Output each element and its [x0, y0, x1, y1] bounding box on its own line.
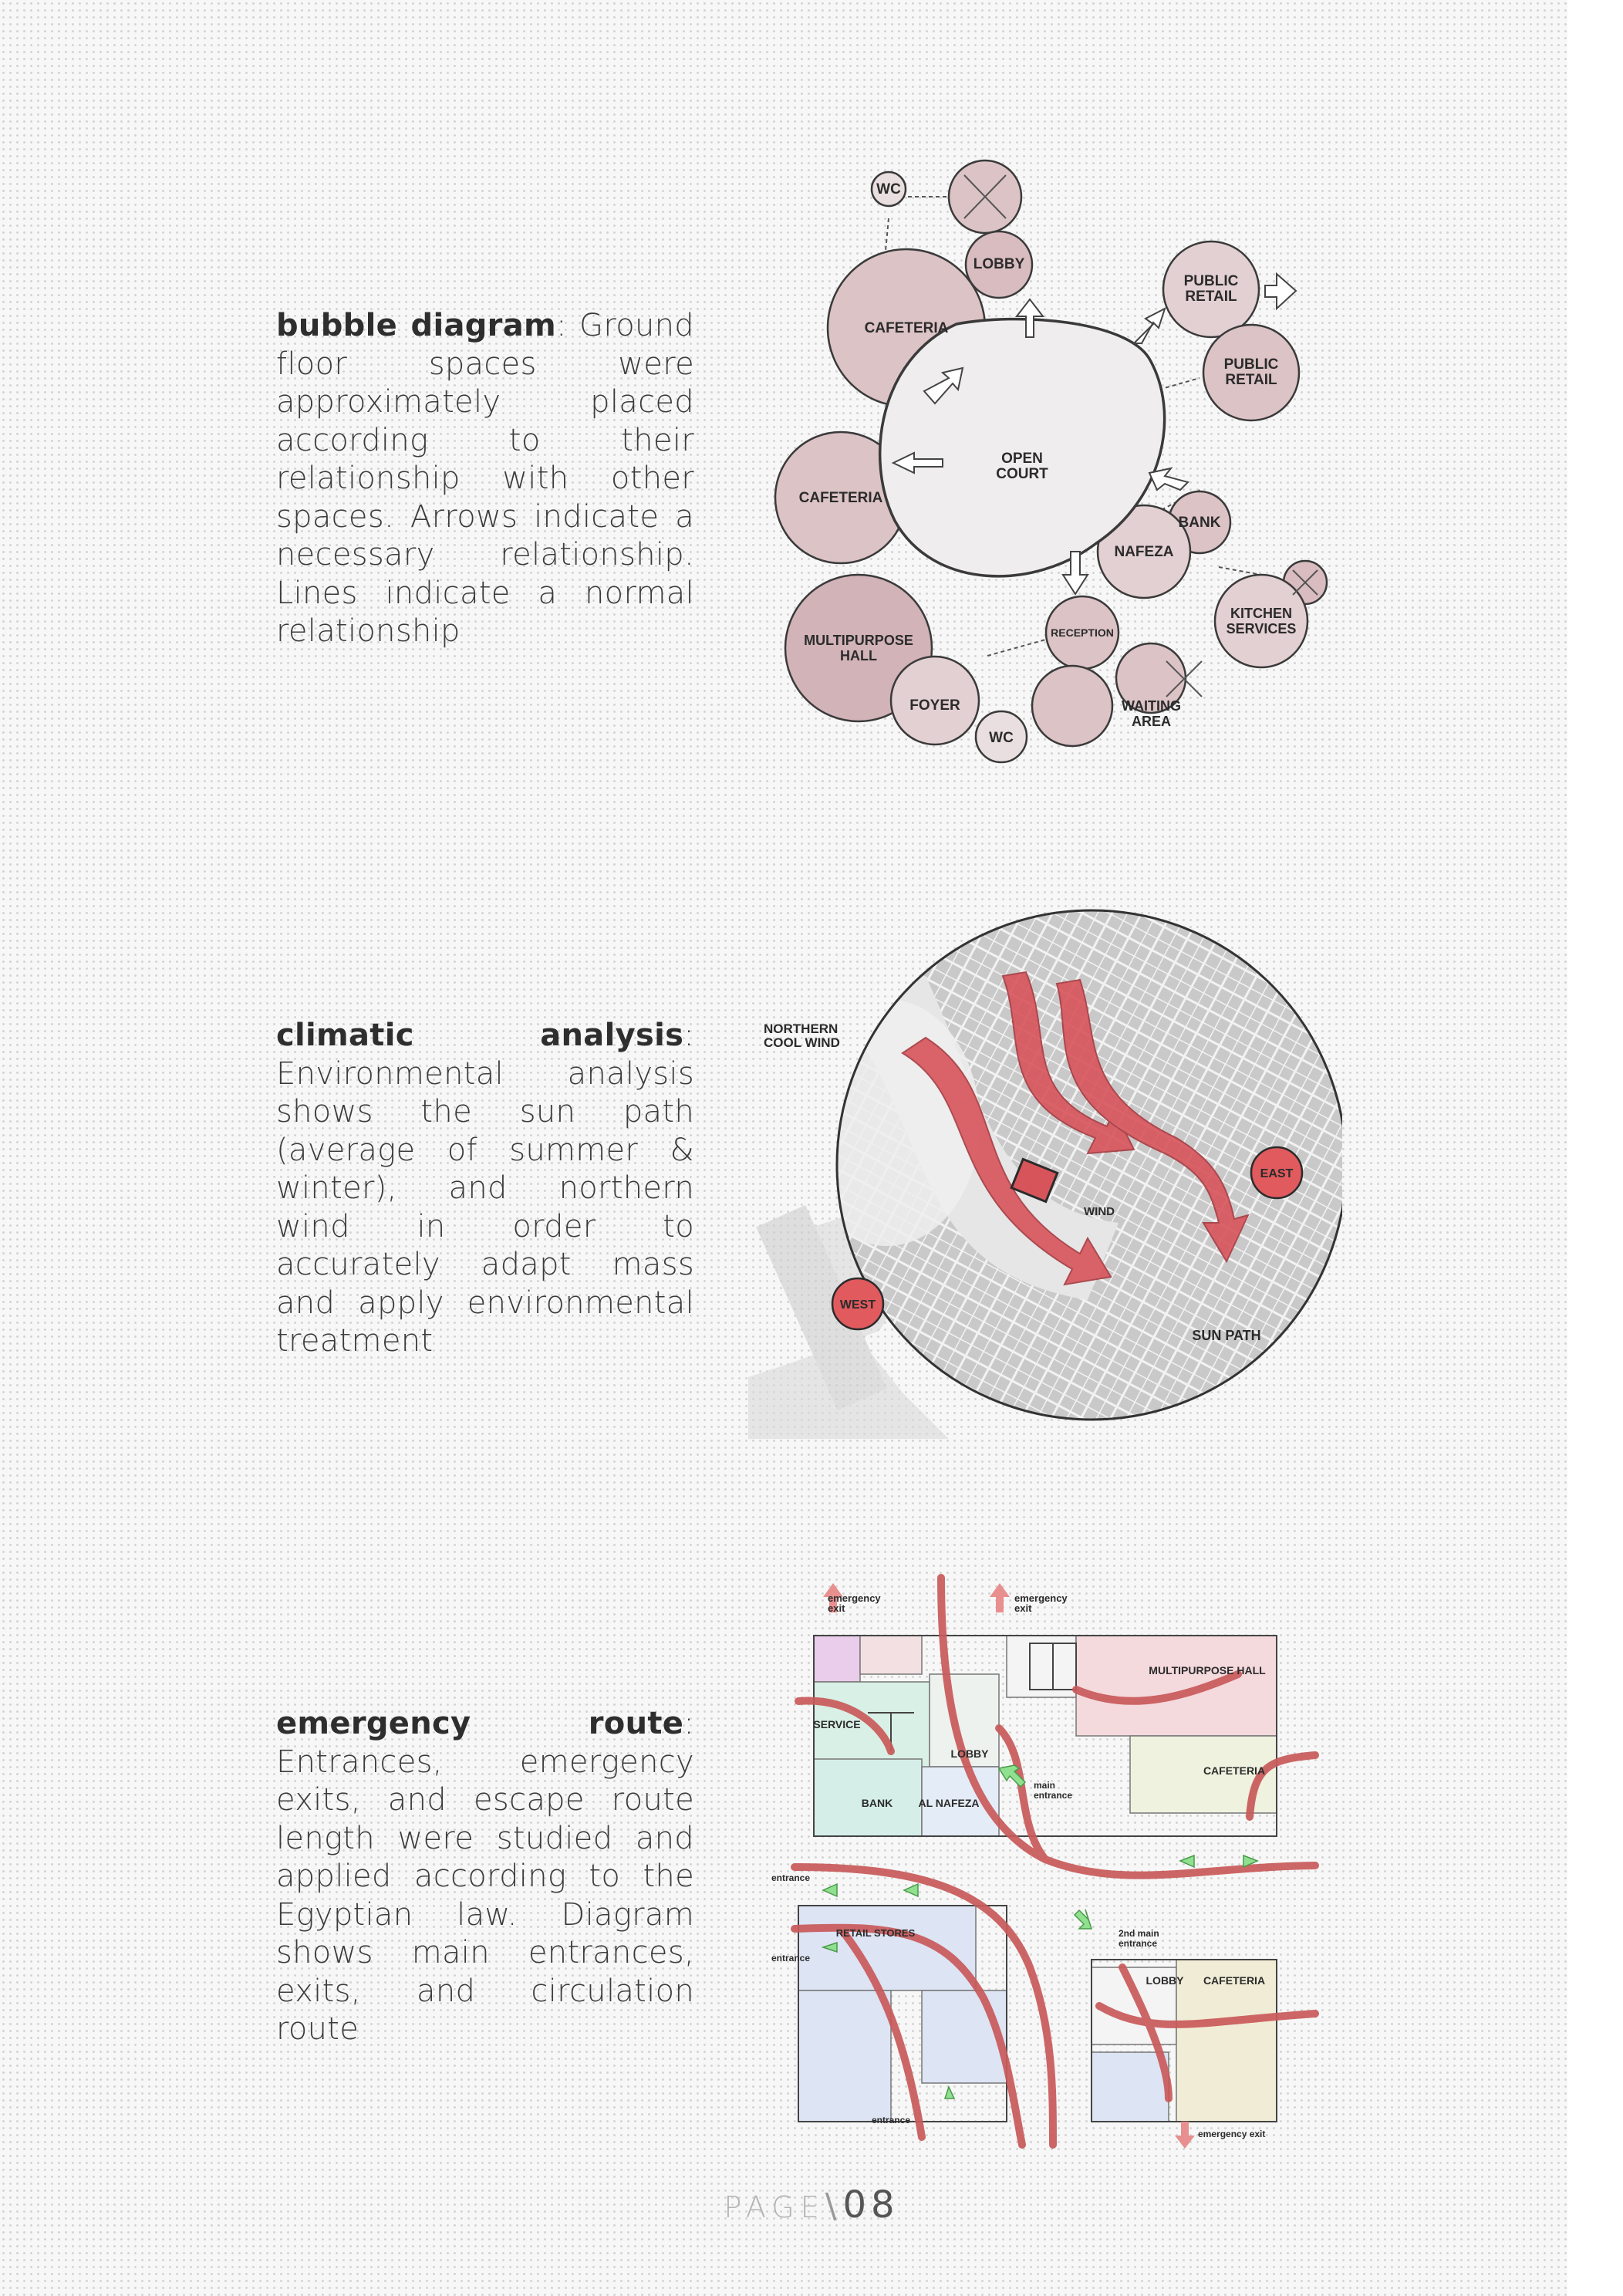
bubble-diagram-description: [276, 307, 694, 651]
emergency-label-exit-top-left: emergency exit: [828, 1593, 881, 1614]
bubble-label-foyer: FOYER: [909, 697, 960, 714]
page-footer: [0, 2183, 1623, 2227]
bubble-label-public-retail-1: PUBLIC RETAIL: [1183, 274, 1239, 305]
climatic-label-west: WEST: [839, 1298, 876, 1312]
page-separator: \: [825, 2186, 843, 2226]
climatic-label-northern-cool-wind: NORTHERN COOL WIND: [764, 1022, 840, 1050]
climatic-label-wind: WIND: [1084, 1205, 1115, 1218]
emergency-label-retail-stores: RETAIL STORES: [835, 1927, 916, 1939]
page-number: 08: [842, 2183, 899, 2227]
emergency-route-title: emergency route: [276, 1706, 684, 1741]
climatic-analysis-figure: [748, 899, 1342, 1439]
emergency-route-description: [276, 1705, 694, 2049]
bubble-label-multipurpose-hall: MULTIPURPOSE HALL: [804, 633, 913, 663]
bubble-diagram-body: : Ground floor spaces were approximately placed according to their relationship with other spaces. Arrows indicate a necessary relationship. Lines indicate a normal relationship: [276, 308, 694, 649]
bubble-label-kitchen-services: KITCHEN SERVICES: [1226, 606, 1297, 636]
bubble-label-nafeza: NAFEZA: [1114, 544, 1174, 560]
climatic-analysis-description: [276, 1017, 694, 1361]
bubble-label-wc-top: WC: [876, 181, 901, 198]
emergency-label-exit-top-middle: emergency exit: [1014, 1593, 1068, 1614]
bubble-label-open-court: OPEN COURT: [996, 451, 1048, 482]
climatic-label-sun-path: SUN PATH: [1192, 1328, 1261, 1343]
emergency-label-main-entrance: main entrance: [1034, 1781, 1073, 1801]
emergency-label-al-nafeza: AL NAFEZA: [918, 1797, 980, 1809]
bubble-label-cafeteria-left: CAFETERIA: [798, 490, 883, 506]
emergency-label-service: SERVICE: [813, 1718, 861, 1730]
page-right-margin: [1567, 0, 1623, 2296]
emergency-label-lobby-top: LOBBY: [950, 1747, 989, 1760]
bubble-label-lobby: LOBBY: [973, 256, 1025, 272]
climatic-analysis-body: : Environmental analysis shows the sun path (average of summer & winter), and northern wind in order to accurately adapt mass and apply environmental treatment: [276, 1018, 694, 1359]
emergency-route-figure: [768, 1566, 1346, 2160]
bubble-diagram-title: bubble diagram: [276, 308, 556, 343]
climatic-label-east: EAST: [1260, 1167, 1294, 1180]
emergency-label-second-main-entrance: 2nd main entrance: [1119, 1929, 1159, 1949]
climatic-analysis-title: climatic analysis: [276, 1018, 684, 1053]
bubble-label-waiting-area: WAITING AREA: [1122, 698, 1181, 729]
emergency-label-entrance-bottom: entrance: [872, 2115, 911, 2125]
bubble-label-bank: BANK: [1178, 515, 1221, 531]
emergency-route-body: : Entrances, emergency exits, and escape route length were studied and applied according to the Egyptian law. Diagram shows main entrances, exits, and circulation route: [276, 1706, 694, 2047]
emergency-label-entrance-left-1: entrance: [771, 1872, 811, 1883]
bubble-label-reception: RECEPTION: [1051, 626, 1114, 639]
emergency-label-cafeteria-bottom: CAFETERIA: [1203, 1974, 1266, 1987]
bubble-diagram-figure: [764, 158, 1335, 768]
bubble-label-public-retail-2: PUBLIC RETAIL: [1223, 357, 1279, 388]
emergency-label-cafeteria-top: CAFETERIA: [1203, 1764, 1266, 1777]
bubble-label-wc-bottom: WC: [989, 730, 1014, 746]
emergency-label-bank: BANK: [861, 1797, 893, 1809]
emergency-label-lobby-bottom: LOBBY: [1146, 1974, 1184, 1987]
emergency-label-exit-bottom: emergency exit: [1198, 2129, 1266, 2139]
bubble-label-cafeteria-top: CAFETERIA: [864, 320, 949, 336]
emergency-label-entrance-left-2: entrance: [771, 1953, 811, 1963]
page-label: PAGE: [724, 2190, 825, 2224]
emergency-label-multipurpose-hall: MULTIPURPOSE HALL: [1149, 1664, 1266, 1676]
